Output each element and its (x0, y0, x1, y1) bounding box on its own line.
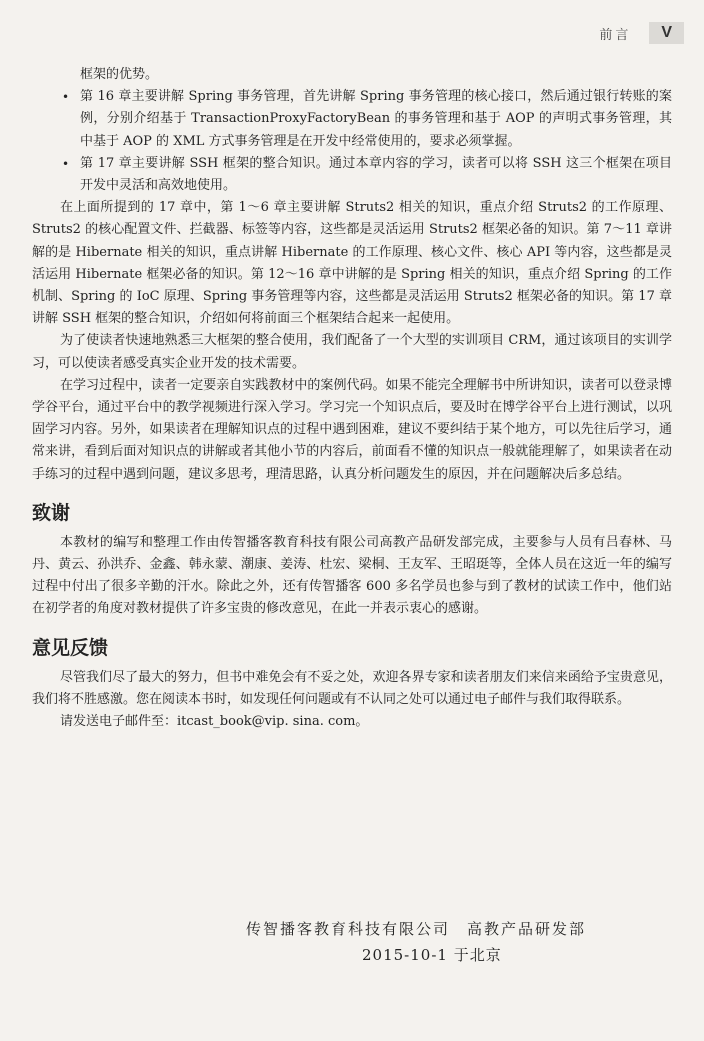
signature-org: 传智播客教育科技有限公司 高教产品研发部 (246, 920, 587, 938)
page-body (32, 64, 672, 733)
bullet-item: • 第 17 章主要讲解 SSH 框架的整合知识。通过本章内容的学习，读者可以将 SSH 这三个框架在项目开发中灵活和高效地使用。 (32, 153, 672, 197)
page-header (599, 22, 684, 44)
signature-date: 2015-10-1 于北京 (362, 946, 502, 964)
paragraph: 在上面所提到的 17 章中，第 1～6 章主要讲解 Struts2 相关的知识，重点介绍 Struts2 的工作原理、Struts2 的核心配置文件、拦截器、标签等内容，这些都是灵活运用 Struts2 框架必备的知识。第 7～11 章讲解的是 Hibernate 相关的知识，重点讲解 Hibernate 的工作原理、核心文件、核心 API 等内容，这些都是灵活运用 Hibernate 框架必备的知识。第 12～16 章中讲解的是 Spring 相关的知识，重点介绍 Spring 的工作机制、Spring 的 IoC 原理、Spring 事务管理等内容，这些都是灵活运用 Struts2 框架必备的知识。第 17 章讲解 SSH 框架的整合知识，介绍如何将前面三个框架结合起来一起使用。 (32, 200, 672, 327)
feedback-paragraph: 尽管我们尽了最大的努力，但书中难免会有不妥之处，欢迎各界专家和读者朋友们来信来函给予宝贵意见，我们将不胜感激。您在阅读本书时，如发现任何问题或有不认同之处可以通过电子邮件与我们取得联系。 (32, 669, 672, 707)
chapter-bullet-list (32, 86, 672, 197)
feedback-heading: 意见反馈 (32, 636, 109, 659)
paragraph: 在学习过程中，读者一定要亲自实践教材中的案例代码。如果不能完全理解书中所讲知识，读者可以登录博学谷平台，通过平台中的教学视频进行深入学习。学习完一个知识点后，要及时在博学谷平台上进行测试，以巩固学习内容。另外，如果读者在理解知识点的过程中遇到困难，建议不要纠结于某个地方，可以先往后学习，通常来讲，看到后面对知识点的讲解或者其他小节的内容后，前面看不懂的知识点一般就能理解了，如果读者在动手练习的过程中遇到问题，建议多思考，理清思路，认真分析问题发生的原因，并在问题解决后多总结。 (32, 377, 672, 482)
paragraph: 为了使读者快速地熟悉三大框架的整合使用，我们配备了一个大型的实训项目 CRM，通过该项目的实训学习，可以使读者感受真实企业开发的技术需要。 (32, 333, 672, 371)
thanks-heading: 致谢 (32, 501, 71, 524)
thanks-paragraph: 本教材的编写和整理工作由传智播客教育科技有限公司高教产品研发部完成，主要参与人员有吕春林、马丹、黄云、孙洪乔、金鑫、韩永蒙、潮康、姜涛、杜宏、梁桐、王友军、王昭珽等，全体人员在这近一年的编写过程中付出了很多辛勤的汗水。除此之外，还有传智播客 600 多名学员也参与到了教材的试读工作中，他们站在初学者的角度对教材提供了许多宝贵的修改意见，在此一并表示衷心的感谢。 (32, 534, 672, 617)
email-line: 请发送电子邮件至：itcast_book@vip. sina. com。 (60, 714, 369, 730)
running-title: 前言 (599, 27, 632, 43)
page-number: V (649, 22, 684, 44)
continuation-text: 框架的优势。 (80, 67, 159, 82)
bullet-item: • 第 16 章主要讲解 Spring 事务管理，首先讲解 Spring 事务管理的核心接口，然后通过银行转账的案例，分别介绍基于 TransactionProxyFactoryBean 的事务管理和基于 AOP 的声明式事务管理，其中基于 AOP 的 XML 方式事务管理是在开发中经常使用的，要求必须掌握。 (32, 86, 672, 153)
